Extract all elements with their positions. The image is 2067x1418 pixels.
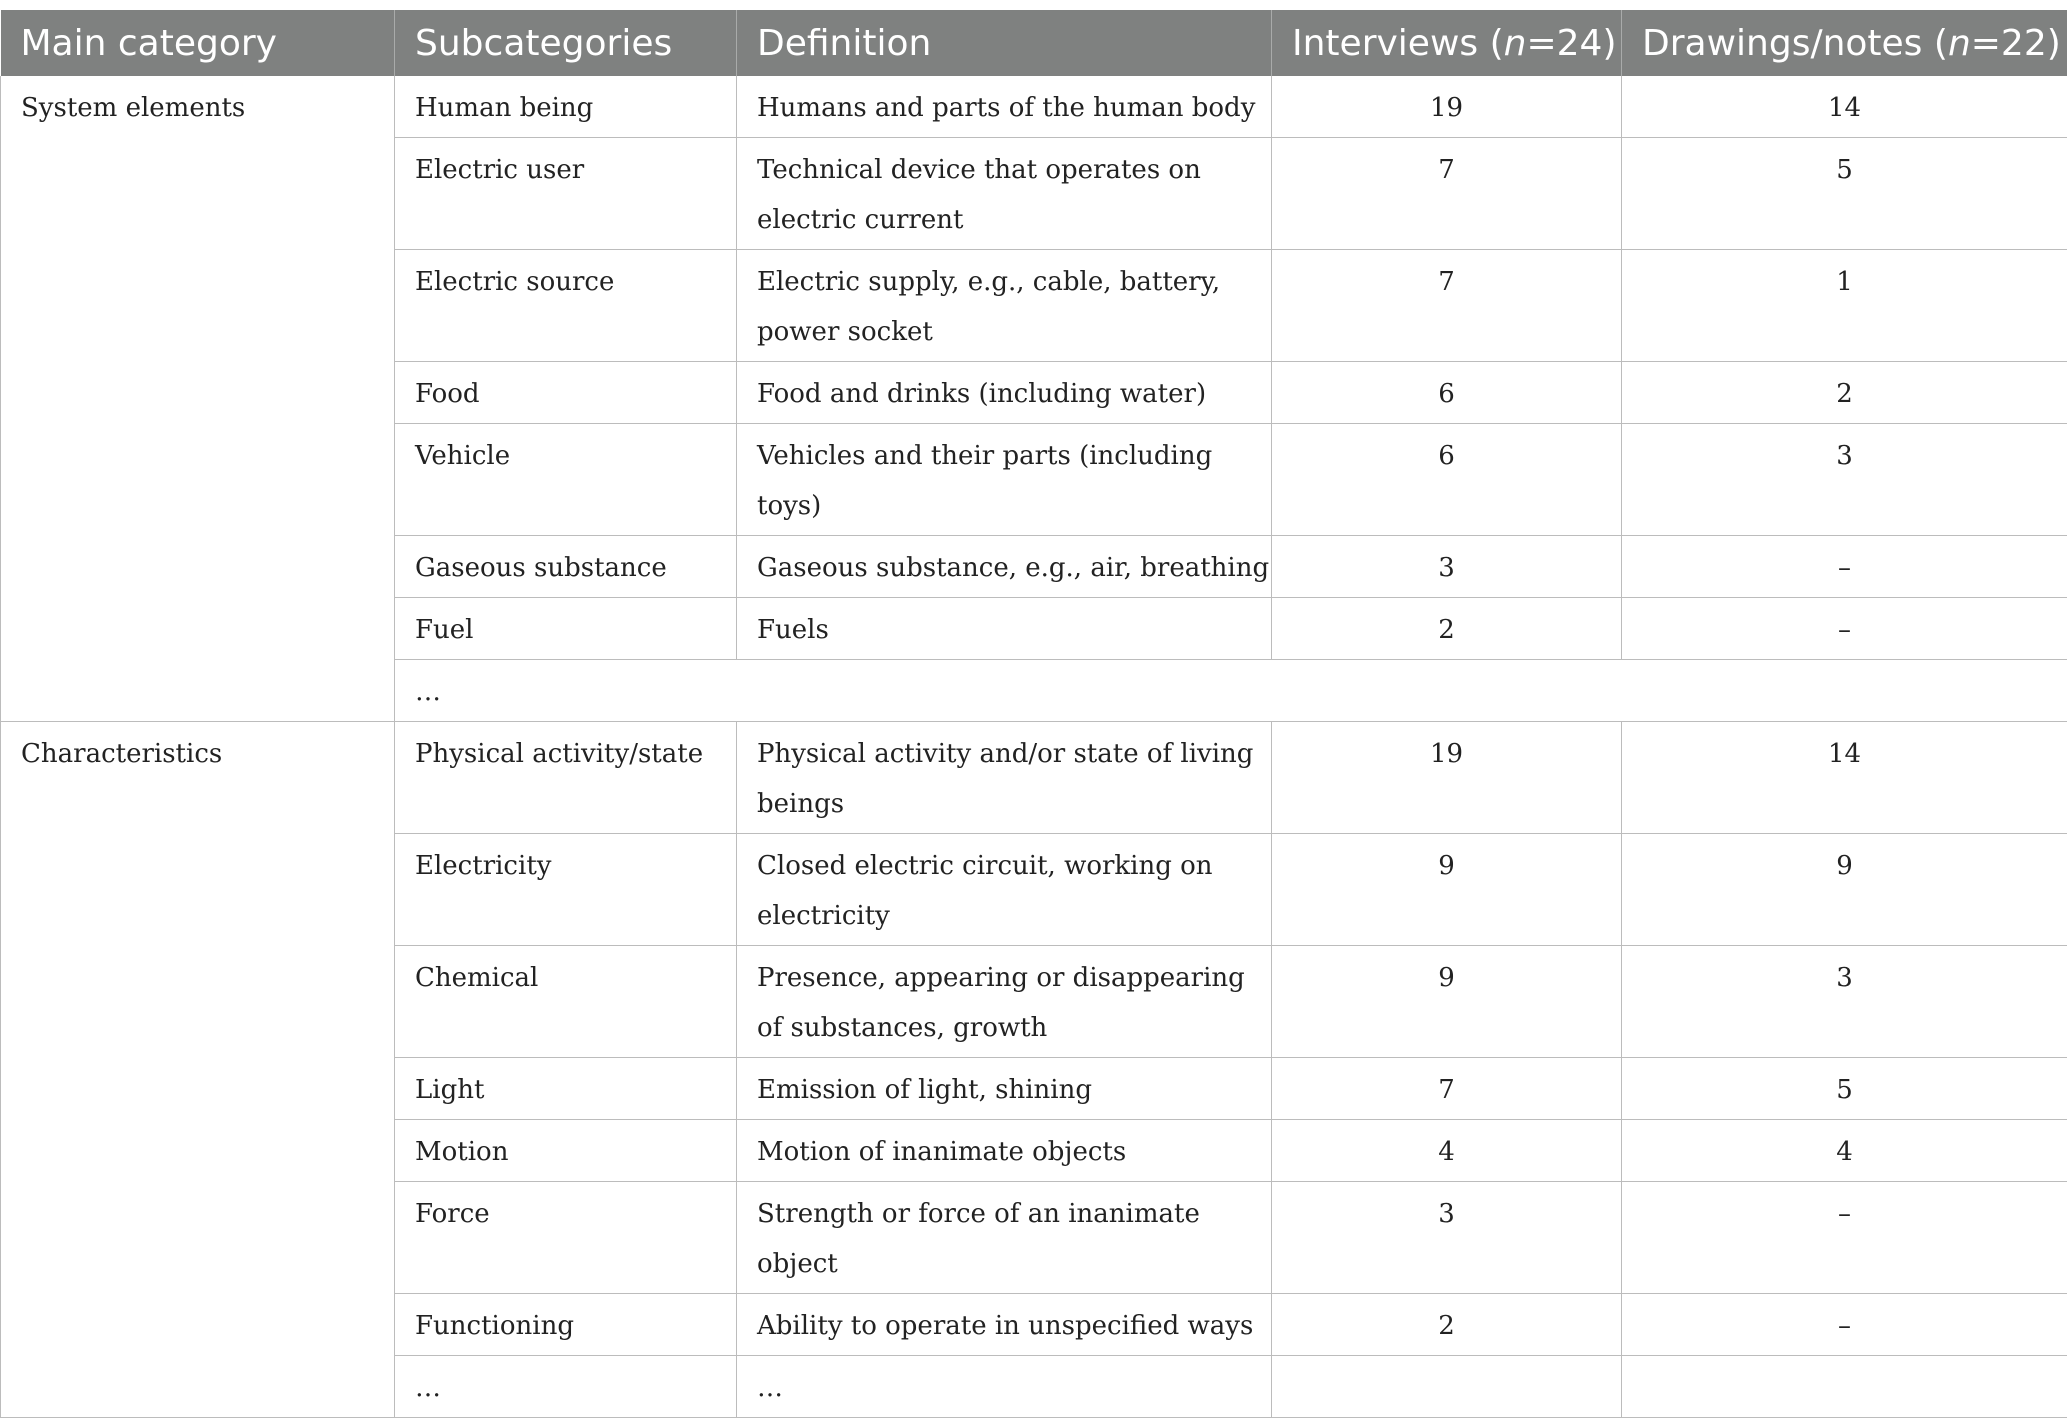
interviews-cell: 7 (1272, 1058, 1622, 1120)
drawings-cell: 2 (1622, 362, 2067, 424)
interviews-cell: 6 (1272, 424, 1622, 536)
category-table (0, 10, 2067, 1418)
ellipsis-cell: … (737, 1356, 1272, 1418)
definition-cell: Technical device that operates on electric current (737, 138, 1272, 250)
interviews-cell: 2 (1272, 1294, 1622, 1356)
subcategory-cell: Functioning (395, 1294, 737, 1356)
subcategory-cell: Electric source (395, 250, 737, 362)
drawings-cell: 14 (1622, 722, 2067, 834)
drawings-cell: – (1622, 598, 2067, 660)
drawings-cell: 4 (1622, 1120, 2067, 1182)
interviews-cell: 3 (1272, 536, 1622, 598)
subcategory-cell: Gaseous substance (395, 536, 737, 598)
definition-cell: Electric supply, e.g., cable, battery, power socket (737, 250, 1272, 362)
header-drawings: Drawings/notes (n=22) (1622, 10, 2067, 76)
definition-cell: Closed electric circuit, working on electricity (737, 834, 1272, 946)
interviews-cell: 9 (1272, 834, 1622, 946)
interviews-cell: 3 (1272, 1182, 1622, 1294)
subcategory-cell: Fuel (395, 598, 737, 660)
drawings-cell: 1 (1622, 250, 2067, 362)
subcategory-cell: Physical activity/state (395, 722, 737, 834)
drawings-cell: 5 (1622, 138, 2067, 250)
header-definition: Definition (737, 10, 1272, 76)
header-main-category: Main category (1, 10, 395, 76)
subcategory-cell: Vehicle (395, 424, 737, 536)
drawings-cell: – (1622, 1294, 2067, 1356)
definition-cell: Vehicles and their parts (including toys) (737, 424, 1272, 536)
main-category-cell: Characteristics (1, 722, 395, 1418)
drawings-cell: – (1622, 1182, 2067, 1294)
definition-cell: Ability to operate in unspecified ways (737, 1294, 1272, 1356)
interviews-cell: 4 (1272, 1120, 1622, 1182)
ellipsis-cell: … (395, 1356, 737, 1418)
interviews-cell: 19 (1272, 722, 1622, 834)
header-interviews: Interviews (n=24) (1272, 10, 1622, 76)
definition-cell: Strength or force of an inanimate object (737, 1182, 1272, 1294)
table-row (1, 722, 2067, 834)
subcategory-cell: Electric user (395, 138, 737, 250)
empty-cell (1622, 1356, 2067, 1418)
main-category-cell: System elements (1, 76, 395, 722)
interviews-cell: 2 (1272, 598, 1622, 660)
definition-cell: Fuels (737, 598, 1272, 660)
subcategory-cell: Chemical (395, 946, 737, 1058)
interviews-cell: 7 (1272, 138, 1622, 250)
empty-cell (1272, 1356, 1622, 1418)
interviews-cell: 7 (1272, 250, 1622, 362)
drawings-cell: 3 (1622, 946, 2067, 1058)
table-row (1, 76, 2067, 138)
subcategory-cell: Light (395, 1058, 737, 1120)
drawings-cell: 5 (1622, 1058, 2067, 1120)
header-subcategories: Subcategories (395, 10, 737, 76)
definition-cell: Physical activity and/or state of living beings (737, 722, 1272, 834)
drawings-cell: 9 (1622, 834, 2067, 946)
header-row (1, 10, 2067, 76)
interviews-cell: 9 (1272, 946, 1622, 1058)
definition-cell: Motion of inanimate objects (737, 1120, 1272, 1182)
definition-cell: Emission of light, shining (737, 1058, 1272, 1120)
definition-cell: Humans and parts of the human body (737, 76, 1272, 138)
interviews-cell: 19 (1272, 76, 1622, 138)
drawings-cell: – (1622, 536, 2067, 598)
definition-cell: Presence, appearing or disappearing of substances, growth (737, 946, 1272, 1058)
subcategory-cell: Force (395, 1182, 737, 1294)
interviews-cell: 6 (1272, 362, 1622, 424)
definition-cell: Gaseous substance, e.g., air, breathing (737, 536, 1272, 598)
subcategory-cell: Electricity (395, 834, 737, 946)
subcategory-cell: Human being (395, 76, 737, 138)
subcategory-cell: Motion (395, 1120, 737, 1182)
ellipsis-cell: … (395, 660, 2067, 722)
subcategory-cell: Food (395, 362, 737, 424)
definition-cell: Food and drinks (including water) (737, 362, 1272, 424)
drawings-cell: 3 (1622, 424, 2067, 536)
drawings-cell: 14 (1622, 76, 2067, 138)
